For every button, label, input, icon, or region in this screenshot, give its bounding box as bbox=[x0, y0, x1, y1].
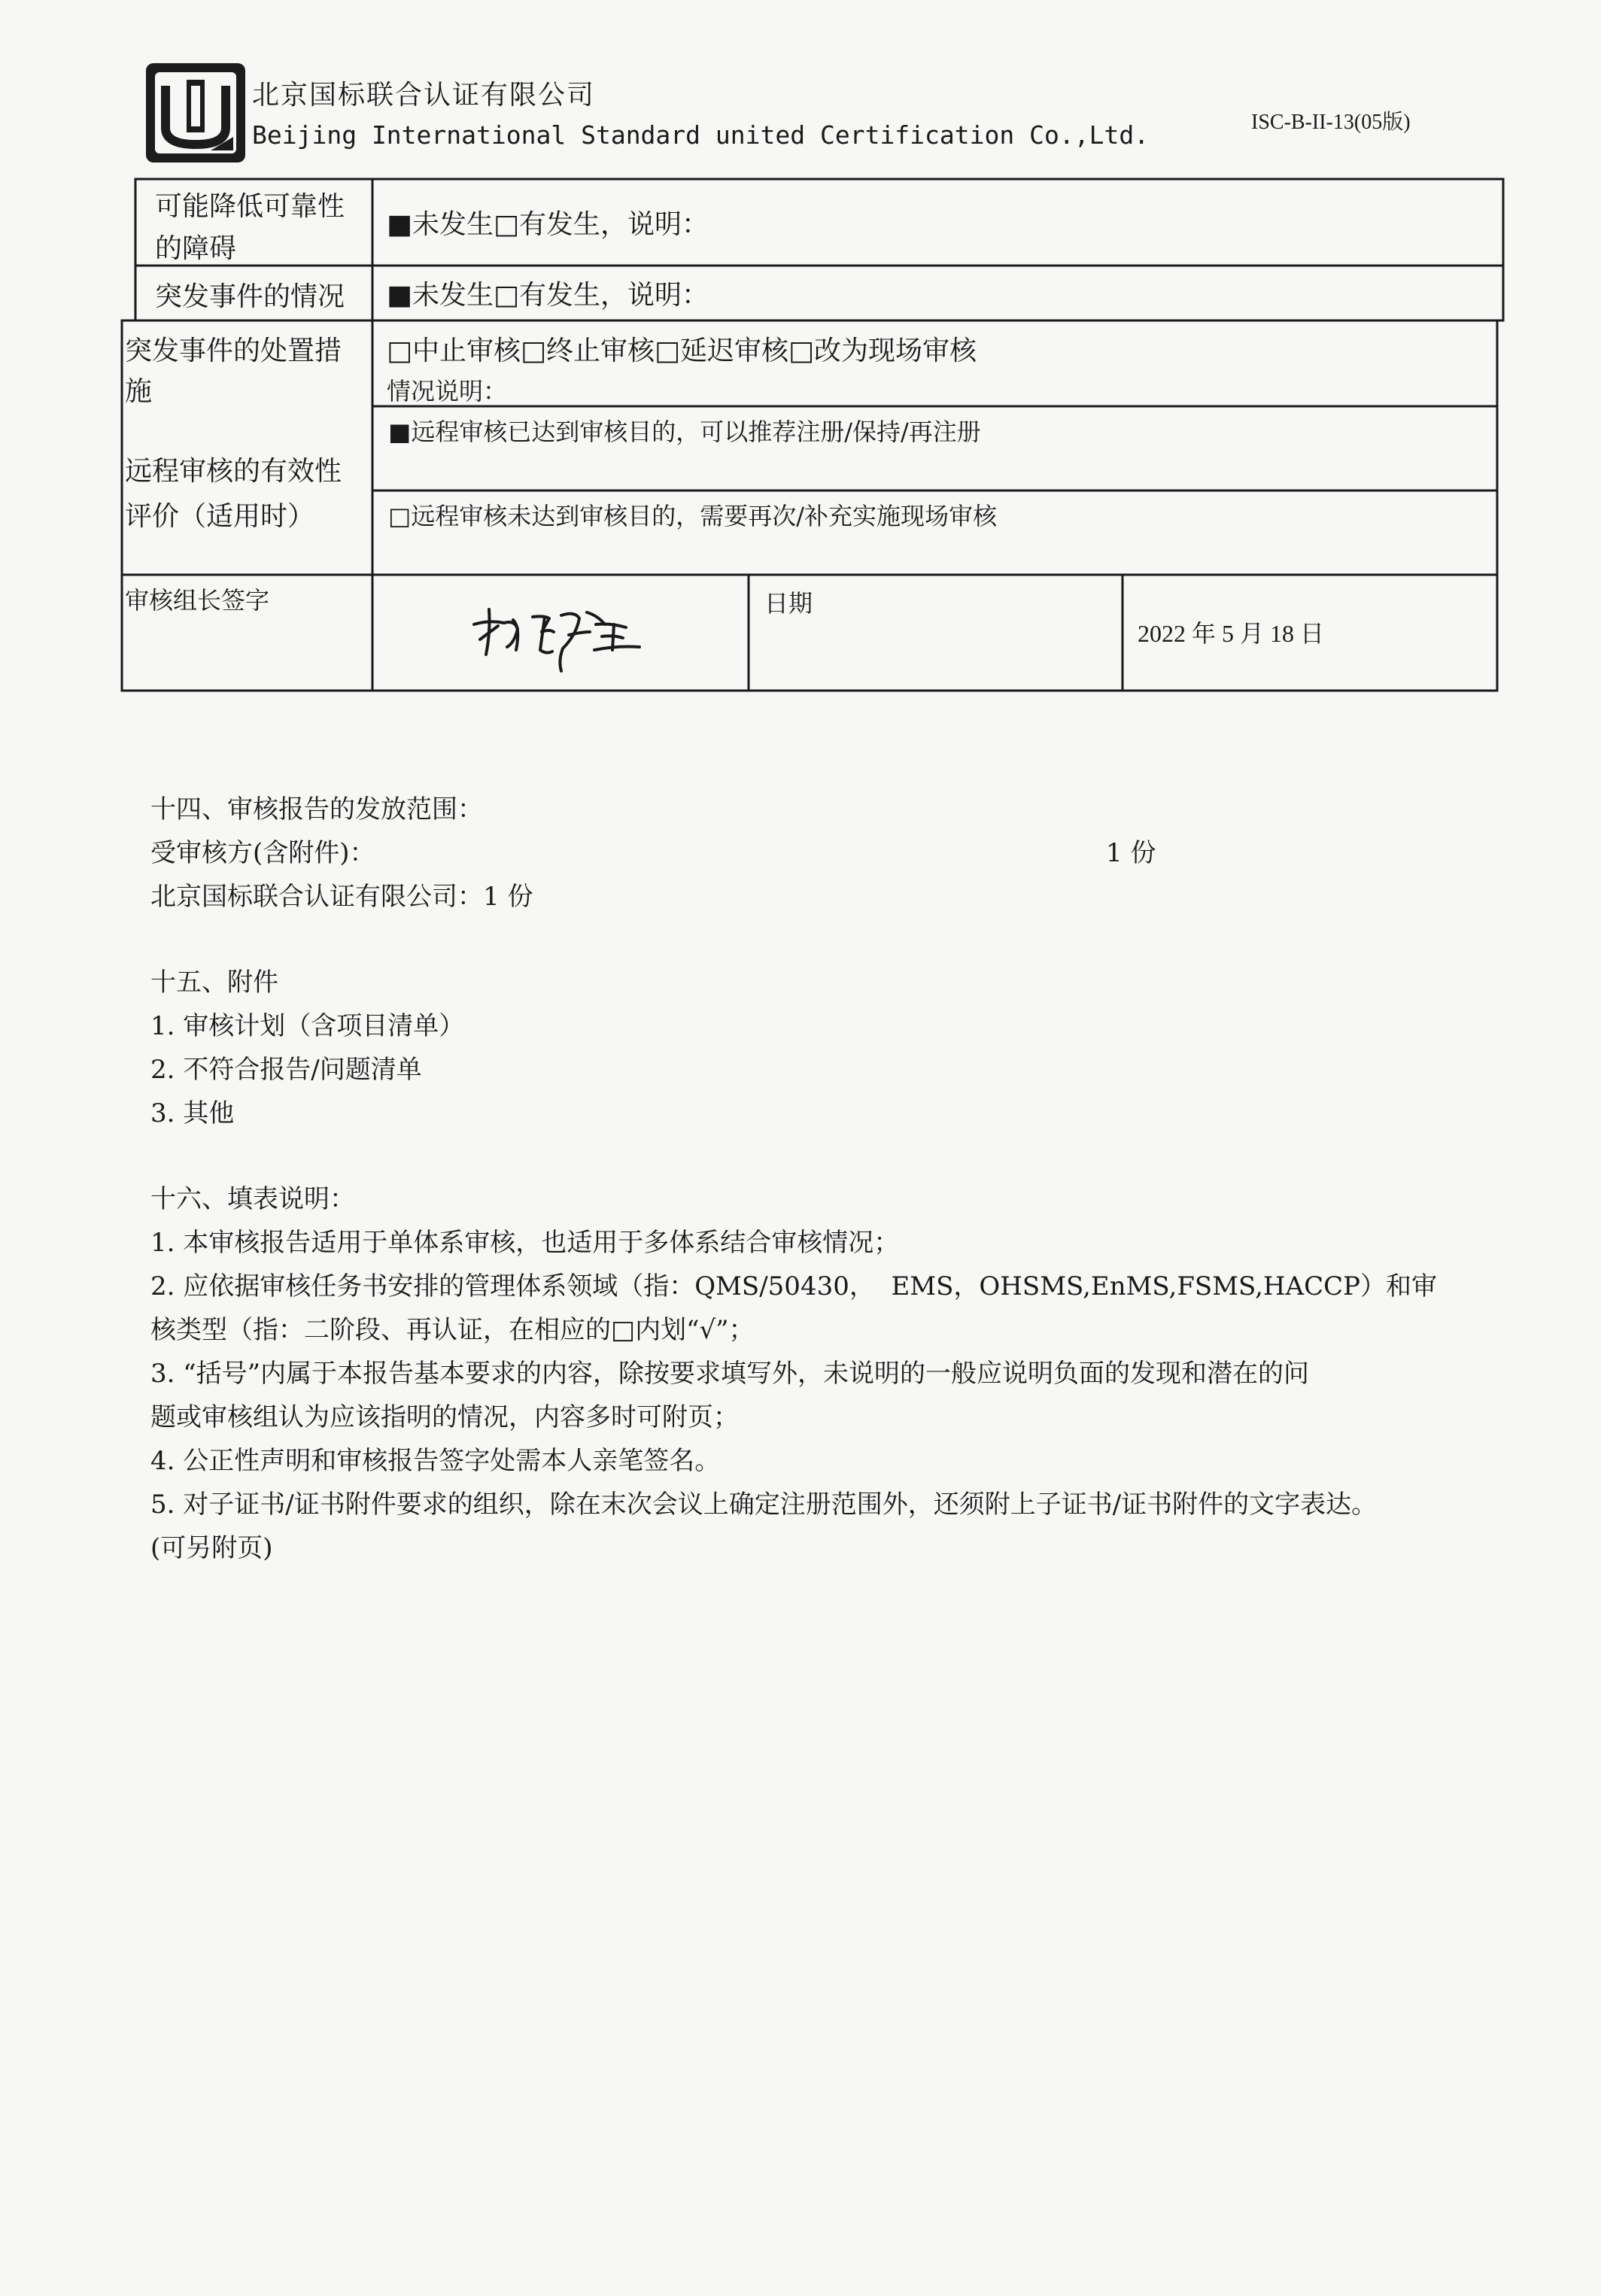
section14-recipient-count: 1 份 bbox=[1106, 838, 1156, 868]
instruction-line: 4. 公正性声明和审核报告签字处需本人亲笔签名。 bbox=[150, 1446, 721, 1476]
row-value-reliability: ■未发生□有发生，说明： bbox=[387, 209, 709, 240]
row-value-emergency-note: 情况说明： bbox=[387, 377, 508, 405]
attachment-item: 1. 审核计划（含项目清单） bbox=[150, 1011, 465, 1041]
date-value: 2022 年 5 月 18 日 bbox=[1138, 620, 1325, 647]
instruction-line: 题或审核组认为应该指明的情况，内容多时可附页； bbox=[150, 1402, 739, 1432]
remote-option-achieved: ■远程审核已达到审核目的，可以推荐注册/保持/再注册 bbox=[388, 418, 981, 446]
instruction-line: 3. “括号”内属于本报告基本要求的内容，除按要求填写外，未说明的一般应说明负面的发现和潜在的问 bbox=[150, 1359, 1310, 1389]
row-label-lead-auditor-signature: 审核组长签字 bbox=[125, 586, 270, 615]
section15-title: 十五、附件 bbox=[150, 967, 278, 998]
company-name-english: Beijing International Standard united Certification Co.,Ltd. bbox=[252, 120, 1150, 150]
row-value-emergency: ■未发生□有发生，说明： bbox=[387, 280, 709, 311]
attachment-item: 3. 其他 bbox=[150, 1098, 235, 1128]
row-label-emergency: 突发事件的情况 bbox=[155, 281, 345, 312]
row-label-emergency-measures-line1: 突发事件的处置措 bbox=[125, 336, 342, 366]
row-label-emergency-measures-line2: 施 bbox=[125, 376, 153, 407]
instruction-line: 2. 应依据审核任务书安排的管理体系领域（指：QMS/50430， EMS，OHSMS,EnMS,FSMS,HACCP）和审 bbox=[150, 1271, 1438, 1301]
instruction-line: 1. 本审核报告适用于单体系审核，也适用于多体系结合审核情况； bbox=[150, 1228, 900, 1258]
date-label: 日期 bbox=[764, 589, 813, 618]
attachment-item: 2. 不符合报告/问题清单 bbox=[150, 1055, 422, 1085]
remote-option-not-achieved: □远程审核未达到审核目的，需要再次/补充实施现场审核 bbox=[388, 502, 998, 530]
row-label-reliability-line2: 的障碍 bbox=[155, 233, 237, 264]
form-code: ISC-B-II-13(05版) bbox=[1251, 111, 1411, 134]
row-value-emergency-measures: □中止审核□终止审核□延迟审核□改为现场审核 bbox=[387, 336, 977, 366]
section14-recipient-label: 受审核方(含附件)： bbox=[150, 838, 375, 868]
row-label-reliability-line1: 可能降低可靠性 bbox=[155, 191, 345, 222]
instruction-line: 核类型（指：二阶段、再认证，在相应的□内划“√”； bbox=[150, 1315, 755, 1345]
instruction-line: 5. 对子证书/证书附件要求的组织，除在末次会议上确定注册范围外，还须附上子证书/证书附件的文字表达。 bbox=[150, 1490, 1378, 1520]
instruction-line: (可另附页) bbox=[150, 1533, 273, 1563]
section14-title: 十四、审核报告的发放范围： bbox=[150, 794, 483, 825]
lead-auditor-signature bbox=[466, 594, 655, 677]
section14-company-count: 北京国标联合认证有限公司：1 份 bbox=[150, 882, 533, 912]
company-name-chinese: 北京国标联合认证有限公司 bbox=[252, 80, 596, 111]
row-label-remote-effectiveness-line2: 评价（适用时） bbox=[125, 501, 315, 532]
section16-title: 十六、填表说明： bbox=[150, 1184, 355, 1214]
row-label-remote-effectiveness-line1: 远程审核的有效性 bbox=[125, 456, 342, 487]
